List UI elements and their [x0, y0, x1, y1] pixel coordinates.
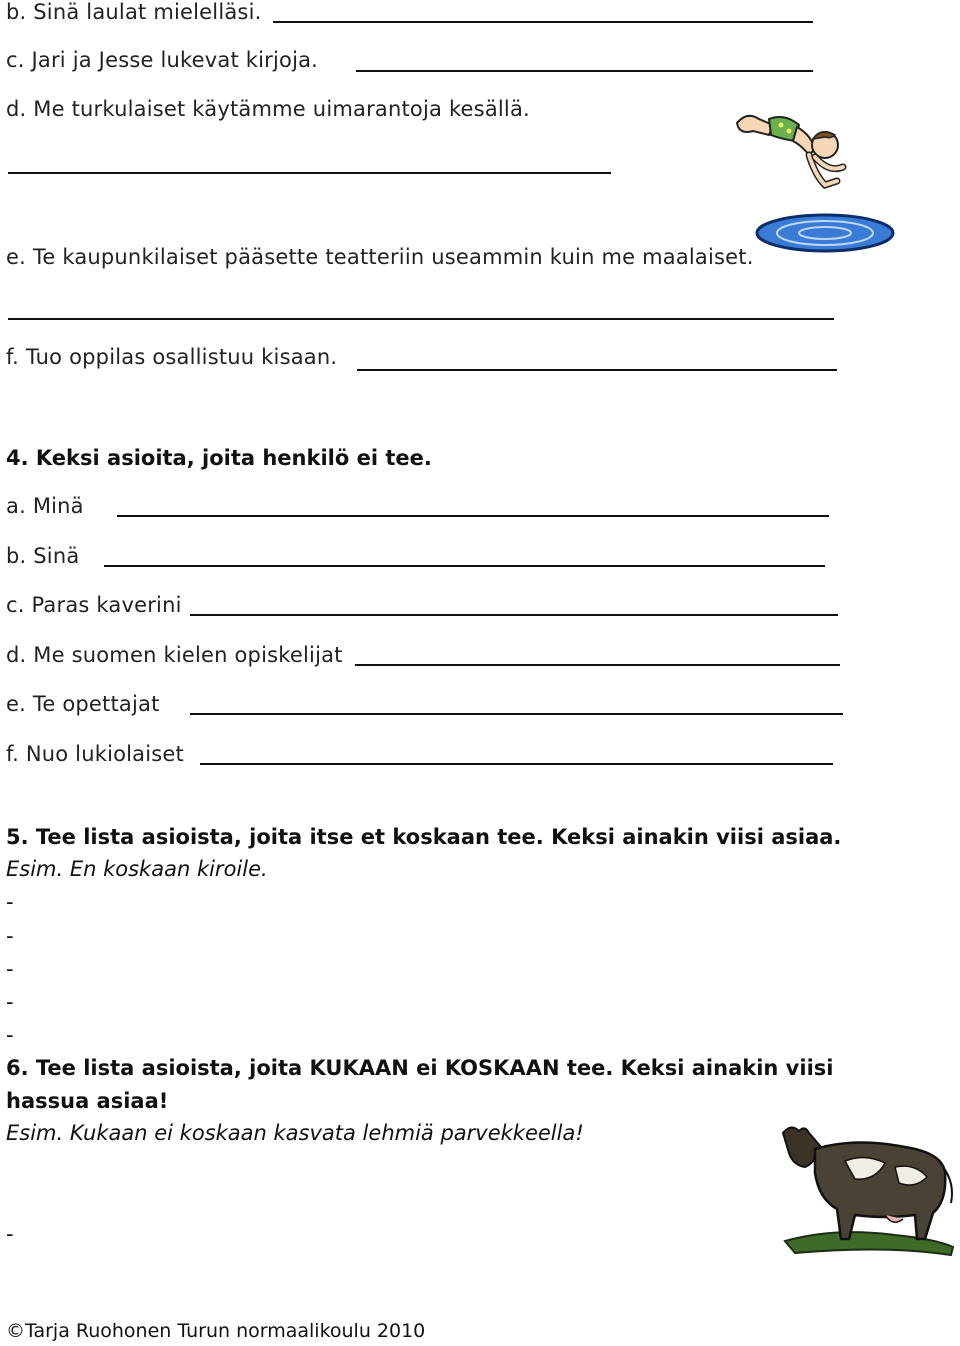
answer-blank[interactable] — [190, 713, 843, 715]
answer-blank[interactable] — [8, 318, 834, 320]
list-dash: - — [6, 1023, 14, 1047]
section-4-heading: 4. Keksi asioita, joita henkilö ei tee. — [6, 446, 432, 470]
person-line-c: c. Paras kaverini — [6, 593, 182, 617]
diver-clipart — [725, 105, 895, 255]
list-dash: - — [6, 1222, 14, 1246]
person-line-e: e. Te opettajat — [6, 692, 160, 716]
exercise-line-d: d. Me turkulaiset käytämme uimarantoja kesällä. — [6, 97, 530, 121]
answer-blank[interactable] — [355, 664, 840, 666]
list-dash: - — [6, 890, 14, 914]
answer-blank[interactable] — [104, 565, 825, 567]
answer-blank[interactable] — [8, 172, 611, 174]
exercise-line-e: e. Te kaupunkilaiset pääsette teatteriin useammin kuin me maalaiset. — [6, 245, 754, 269]
copyright-footer: ©Tarja Ruohonen Turun normaalikoulu 2010 — [6, 1320, 426, 1342]
list-dash: - — [6, 957, 14, 981]
list-dash: - — [6, 990, 14, 1014]
section-5-heading: 5. Tee lista asioista, joita itse et koskaan tee. Keksi ainakin viisi asiaa. — [6, 825, 842, 849]
person-line-b: b. Sinä — [6, 544, 80, 568]
exercise-line-c: c. Jari ja Jesse lukevat kirjoja. — [6, 48, 319, 72]
exercise-line-b: b. Sinä laulat mielelläsi. — [6, 0, 262, 24]
section-6-heading: 6. Tee lista asioista, joita KUKAAN ei KOSKAAN tee. Keksi ainakin viisi — [6, 1056, 834, 1080]
answer-blank[interactable] — [200, 763, 833, 765]
answer-blank[interactable] — [273, 21, 813, 23]
cow-clipart — [775, 1123, 960, 1258]
exercise-line-f: f. Tuo oppilas osallistuu kisaan. — [6, 345, 338, 369]
answer-blank[interactable] — [117, 515, 829, 517]
section-6-example: Esim. Kukaan ei koskaan kasvata lehmiä parvekkeella! — [6, 1121, 584, 1145]
person-line-d: d. Me suomen kielen opiskelijat — [6, 643, 343, 667]
person-line-f: f. Nuo lukiolaiset — [6, 742, 184, 766]
list-dash: - — [6, 924, 14, 948]
answer-blank[interactable] — [356, 70, 813, 72]
section-5-example: Esim. En koskaan kiroile. — [6, 857, 268, 881]
section-6-heading-cont: hassua asiaa! — [6, 1089, 169, 1113]
answer-blank[interactable] — [190, 614, 838, 616]
answer-blank[interactable] — [357, 369, 837, 371]
person-line-a: a. Minä — [6, 494, 84, 518]
